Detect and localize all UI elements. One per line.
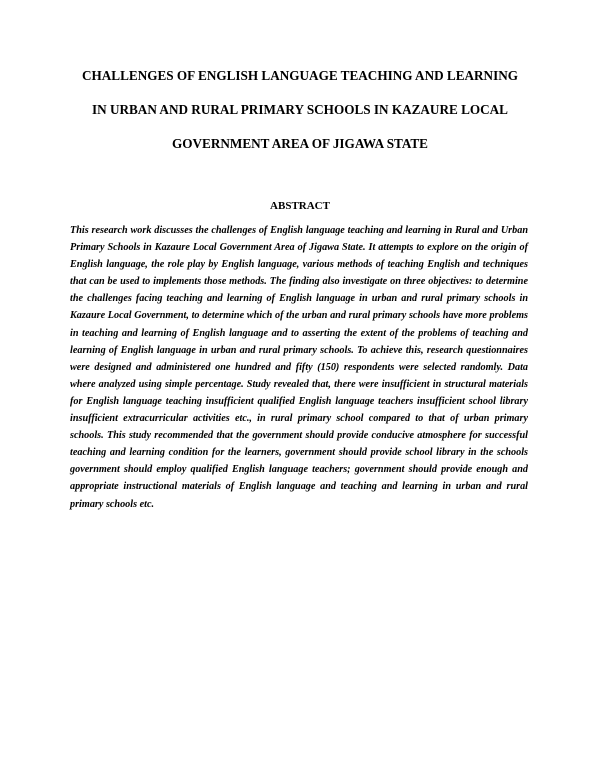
- abstract-text: This research work discusses the challenges of English language teaching and learning in Rural and Urban Primary Schools in Kazaure Local Government Area of Jigawa State. It attempts to explore on the origin of English language, the role play by English language, various methods of teaching English and techniques that can be used to implements those methods. The finding also investigate on three objectives: to determine the challenges facing teaching and learning of English language in urban and rural primary schools in Kazaure Local Government, to determine which of the urban and rural primary schools have more problems in teaching and learning of English language and to asserting the extent of the problems of teaching and learning of English language in urban and rural primary schools. To achieve this, research questionnaires were designed and administered one hundred and fifty (150) respondents were selected randomly. Data where analyzed using simple percentage. Study revealed that, there were insufficient in structural materials for English language teaching insufficient qualified English language teachers insufficient school library insufficient extracurricular activities etc., in rural primary school compared to that of urban primary schools. This study recommended that the government should provide conducive atmosphere for successful teaching and learning condition for the learners, government should provide school library in the schools government should employ qualified English language teachers; government should provide enough and appropriate instructional materials of English language and teaching and learning in urban and rural primary schools etc.: [70, 225, 528, 510]
- title-line-2: IN URBAN AND RURAL PRIMARY SCHOOLS IN KAZAURE LOCAL: [92, 102, 508, 117]
- title-line-1: CHALLENGES OF ENGLISH LANGUAGE TEACHING AND LEARNING: [82, 68, 518, 83]
- abstract-heading: ABSTRACT: [270, 200, 330, 212]
- title-line-3: GOVERNMENT AREA OF JIGAWA STATE: [172, 136, 428, 151]
